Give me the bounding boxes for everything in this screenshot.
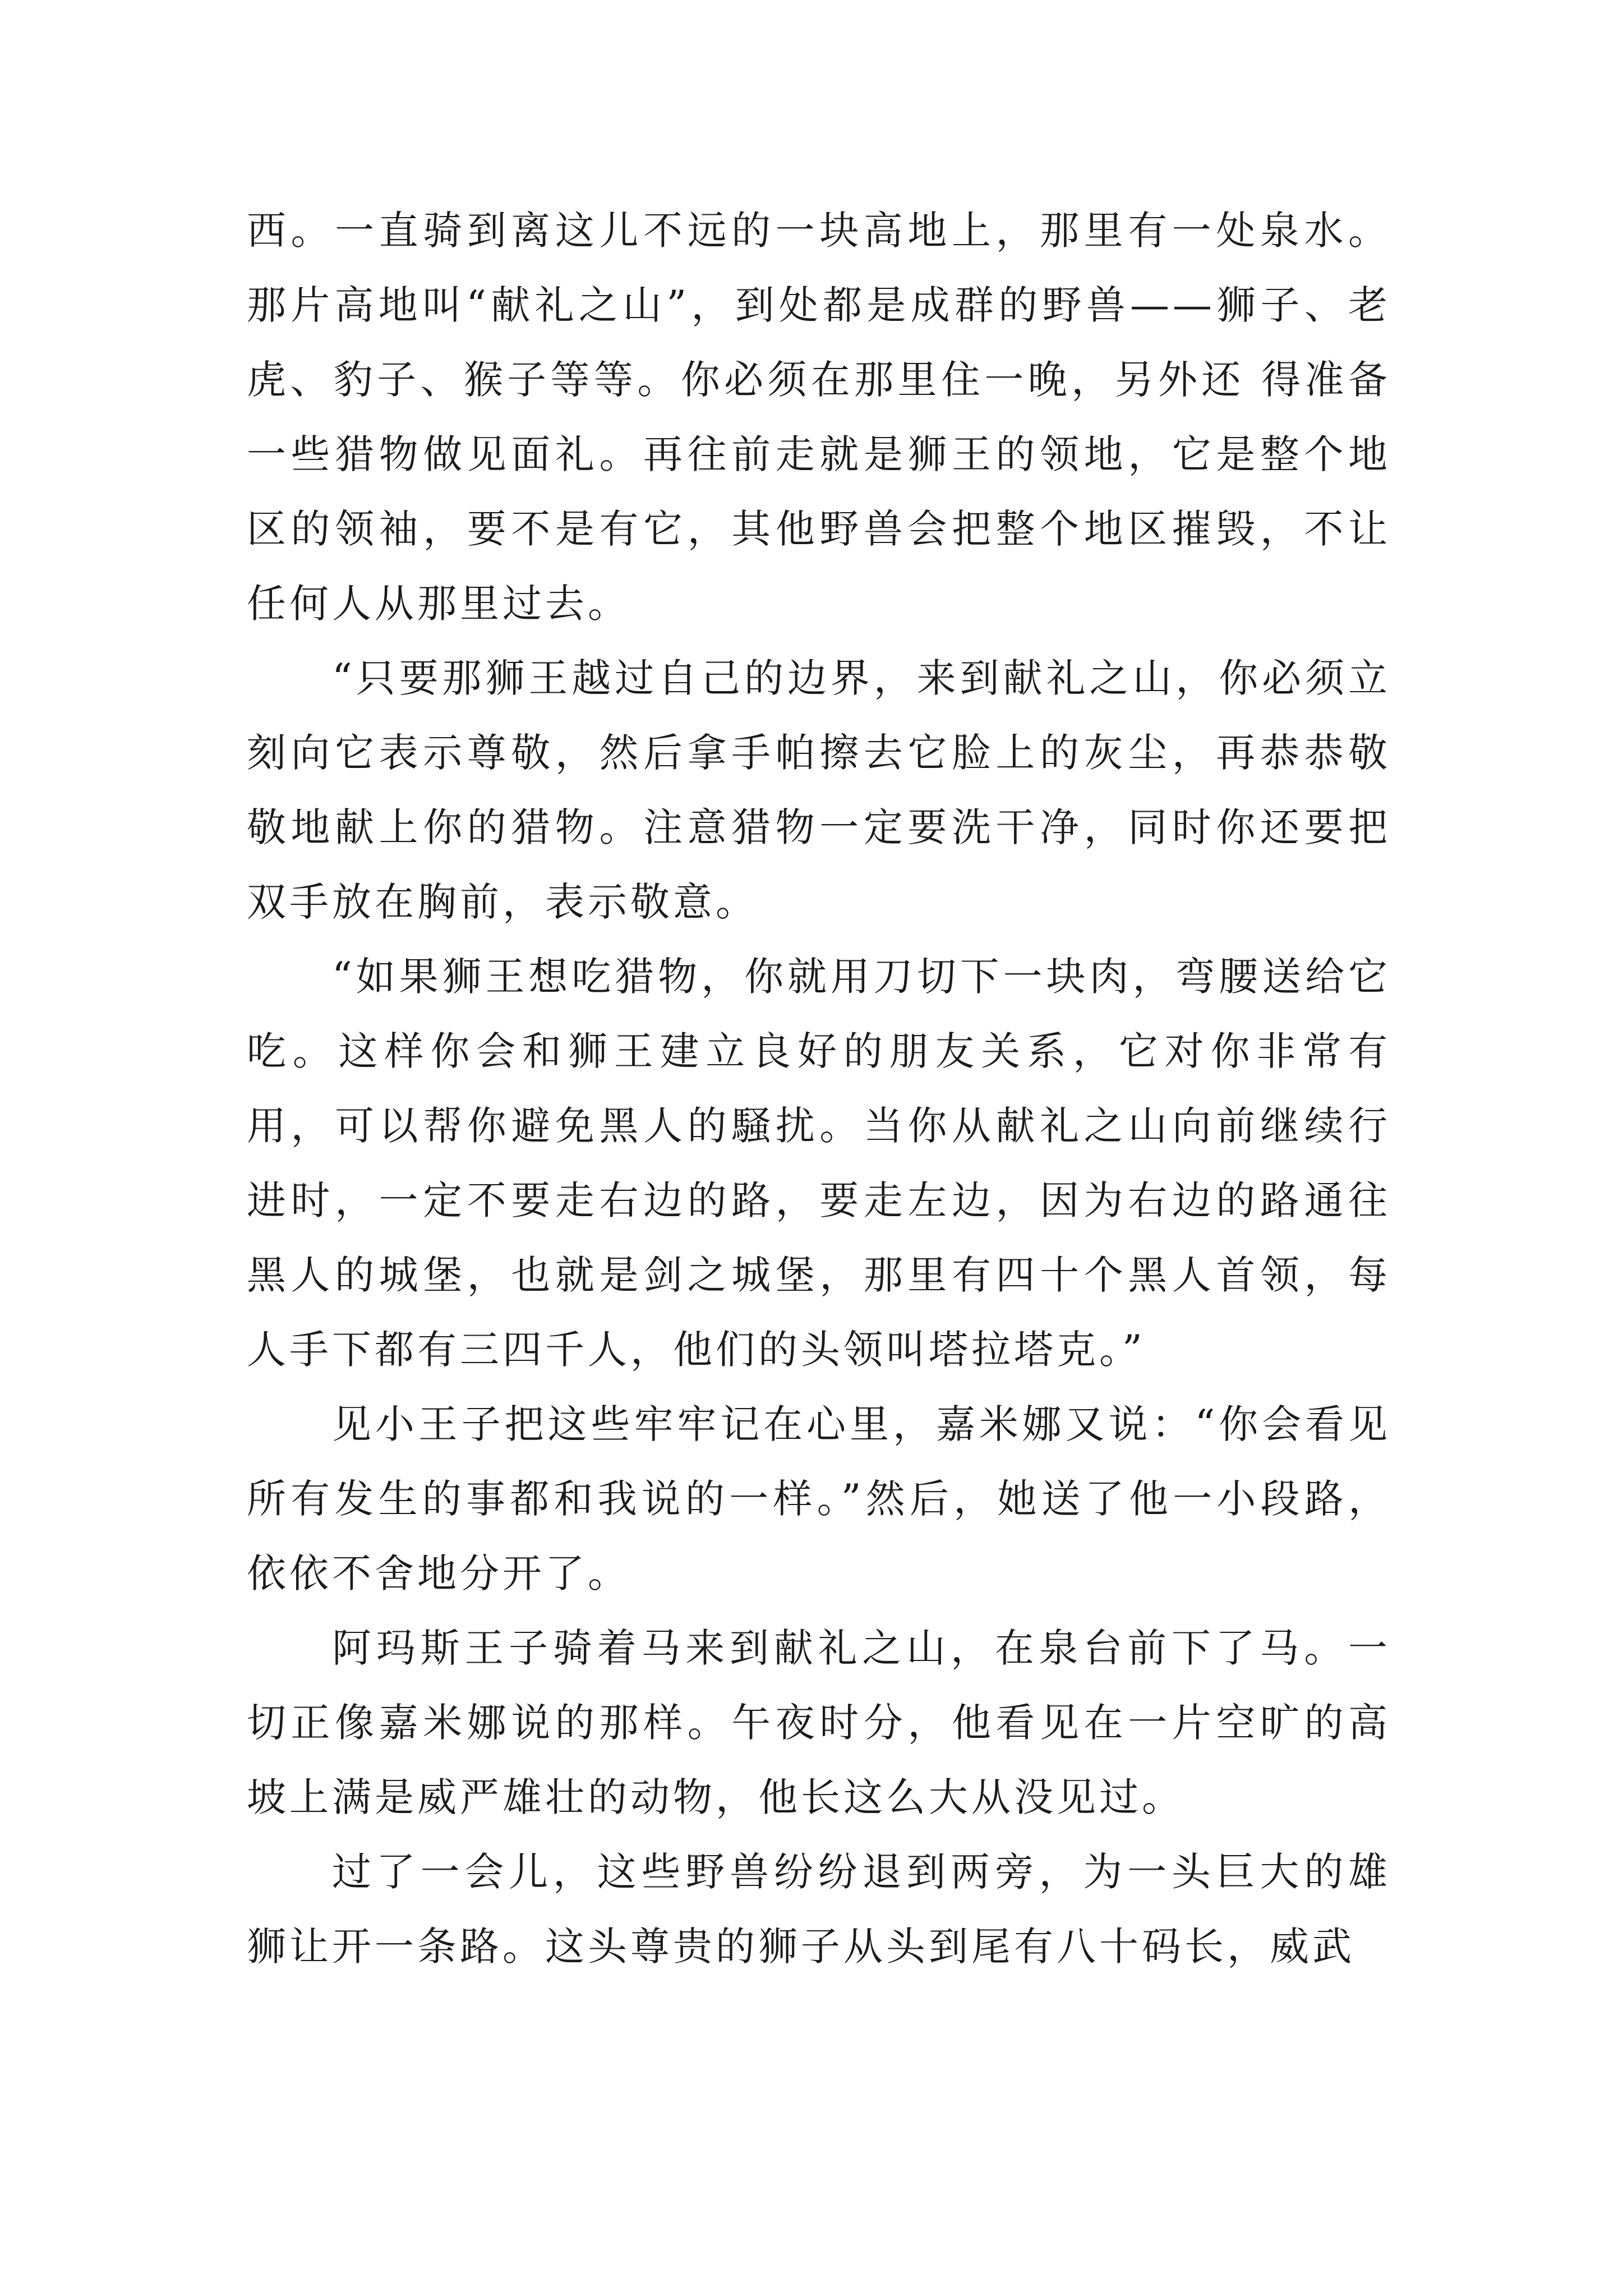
paragraph: 西。一直骑到离这儿不远的一块高地上，那里有一处泉水。那片高地叫“献礼之山”，到处都是成群的野兽——狮子、老虎、豹子、猴子等等。你必须在那里住一晚，另外还 得准备一些猎物做见面礼。再往前走就是狮王的领地，它是整个地区的领袖，要不是有它，其他野兽会把整个地区摧毁，不让任何人从那里过去。: [247, 208, 1391, 627]
paragraph: “只要那狮王越过自己的边界，来到献礼之山，你必须立刻向它表示尊敬，然后拿手帕擦去它脸上的灰尘，再恭恭敬敬地献上你的猎物。注意猎物一定要洗干净，同时你还要把双手放在胸前，表示敬意。: [247, 655, 1391, 925]
paragraph: “如果狮王想吃猎物，你就用刀切下一块肉，弯腰送给它吃。这样你会和狮王建立良好的朋友关系，它对你非常有用，可以帮你避免黑人的騒扰。当你从献礼之山向前继续行进时，一定不要走右边的路，要走左边，因为右边的路通往黑人的城堡，也就是剑之城堡，那里有四十个黑人首领，每人手下都有三四千人，他们的头领叫塔拉塔克。”: [247, 954, 1391, 1373]
paragraph: 过了一会儿，这些野兽纷纷退到两旁，为一头巨大的雄狮让开一条路。这头尊贵的狮子从头到尾有八十码长，威武: [247, 1849, 1391, 1970]
paragraph: 见小王子把这些牢牢记在心里，嘉米娜又说：“你会看见所有发生的事都和我说的一样。”然后，她送了他一小段路，依依不舍地分开了。: [247, 1401, 1391, 1596]
body-text: [247, 194, 1391, 1984]
paragraph: 阿玛斯王子骑着马来到献礼之山，在泉台前下了马。一切正像嘉米娜说的那样。午夜时分，他看见在一片空旷的高坡上满是威严雄壮的动物，他长这么大从没见过。: [247, 1625, 1391, 1820]
